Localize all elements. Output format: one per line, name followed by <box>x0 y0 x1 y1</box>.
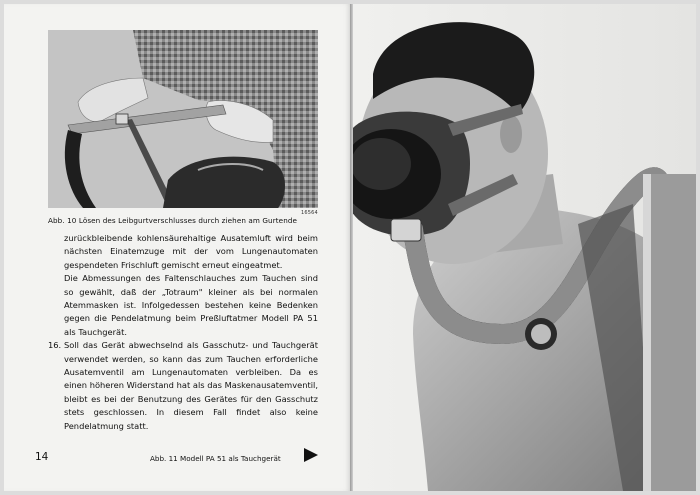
item-text: Soll das Gerät abwechselnd als Gasschutz- und Tauchgerät verwendet werden, so kann das zum Tauchen erforderliche Ausatemventil am Lungenautomaten verbleiben. Da es einen höheren Widerstand hat als das Maskenausatemventil, bleibt es bei der Benutzung des Gerätes für den Gasschutz stets geschlossen. In diesem Fall findet also keine Pendelatmung statt. <box>64 340 318 431</box>
figure-11-caption: Abb. 11 Modell PA 51 als Tauchgerät <box>150 454 281 463</box>
paragraph: Die Abmessungen des Faltenschlauches zum Tauchen sind so gewählt, daß der „Totraum" kleiner als bei normalen Atemmasken ist. Infolgedessen bestehen keine Bedenken gegen die Pendelatmung beim Preßluftatmer Modell PA 51 als Tauchgerät. <box>64 273 318 337</box>
left-page <box>4 4 352 491</box>
next-page-arrow-icon <box>303 447 319 467</box>
figure-11-photo <box>353 4 696 491</box>
item-number: 16. <box>48 340 62 351</box>
figure-code: 16564 <box>301 210 318 216</box>
figure-10-caption: Abb. 10 Lösen des Leibgurtverschlusses durch ziehen am Gurtende <box>48 216 298 225</box>
paragraph: zurückbleibende kohlensäurehaltige Ausatemluft wird beim nächsten Einatemzuge mit der vom Lungenautomaten gespendeten Frischluft gemischt erneut eingeatmet. <box>64 233 318 270</box>
right-page <box>353 4 696 491</box>
belt-release-illustration <box>48 30 318 208</box>
figure-10-photo <box>48 30 318 208</box>
body-text <box>48 232 318 433</box>
page-number: 14 <box>35 451 49 463</box>
numbered-item <box>48 339 318 433</box>
